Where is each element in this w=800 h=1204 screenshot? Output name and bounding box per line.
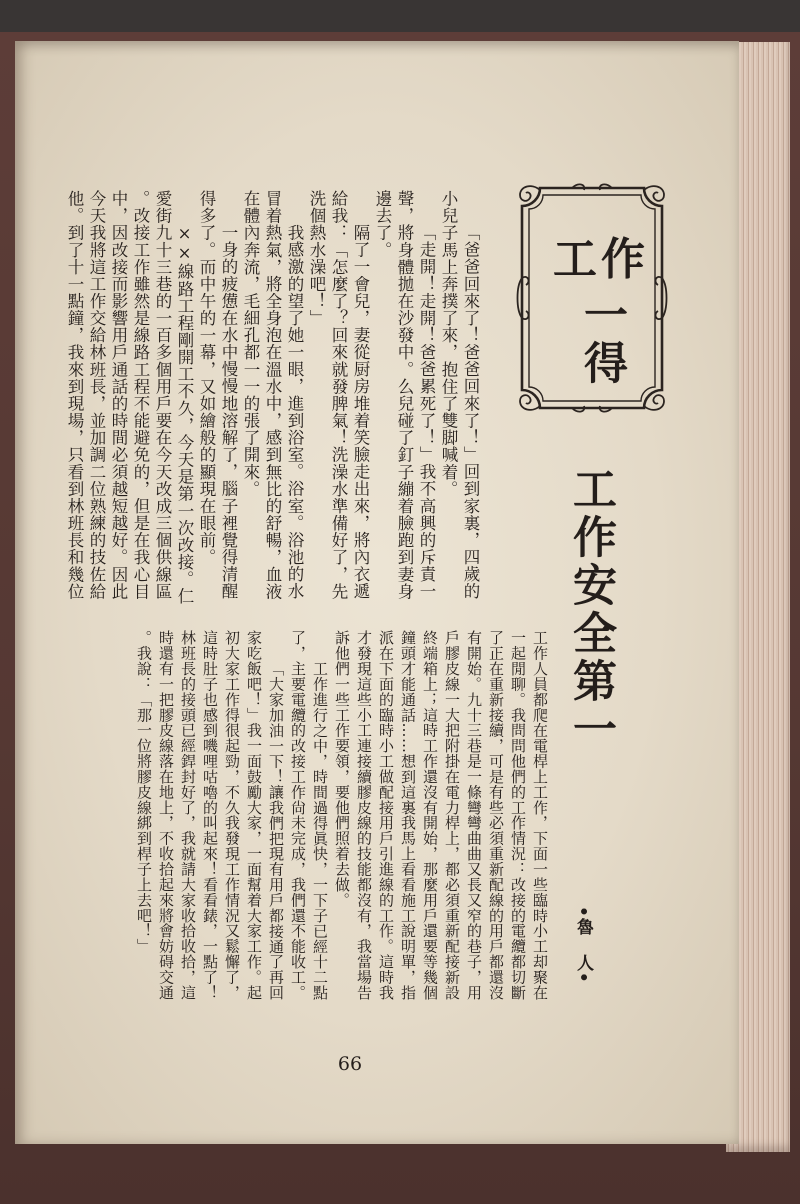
text-column: 他。到了十一點鐘，我來到現場，只看到林班長和幾位 bbox=[65, 190, 84, 600]
text-column: 邊去了。 bbox=[373, 190, 392, 259]
text-column: 有開始。九十三巷是一條彎彎曲曲又長又窄的巷子，用 bbox=[465, 630, 483, 1001]
text-column: 得多了。而中午的一幕，又如繪般的顯現在眼前。 bbox=[197, 190, 216, 566]
text-column: 洗個熱水澡吧！」 bbox=[307, 190, 326, 327]
heading-box-bottom-text: 一得 bbox=[576, 292, 627, 388]
text-column: 「爸爸回來了！爸爸回來了！」回到家裏，四歲的 bbox=[461, 224, 480, 600]
text-column: 一起閒聊。我問問他們的工作情況：改接的電纜都切斷 bbox=[509, 630, 527, 1001]
heading-box-top-text: 工作 bbox=[553, 234, 649, 285]
text-column: 愛街九十三巷的一百多個用戶要在今天改成三個供線區 bbox=[153, 190, 172, 600]
text-column: 「走開！走開！爸爸累死了！」我不高興的斥責一 bbox=[417, 224, 436, 600]
article-author: •魯 人• bbox=[573, 906, 593, 984]
text-column: 戶膠皮線一大把附掛在電力桿上，都必須重新配接新設 bbox=[443, 630, 461, 1001]
text-column: 給我：「怎麼了？回來就發脾氣！洗澡水準備好了，先 bbox=[329, 190, 348, 600]
text-column: 隔了一會兒，妻從厨房堆着笑臉走出來，將內衣遞 bbox=[351, 224, 370, 600]
text-column: 我感激的望了她一眼，進到浴室。浴室。浴池的水 bbox=[285, 224, 304, 600]
text-column: 。我說：「那一位將膠皮線綁到桿子上去吧！」 bbox=[135, 630, 153, 954]
text-column: 。改接工作雖然是線路工程不能避免的，但是在我心目 bbox=[131, 190, 150, 600]
text-column: 了正在重新接續，可是有些必須重新配線的用戶都還沒 bbox=[487, 630, 505, 1001]
text-column: 訴他們一些工作要領，要他們照着去做。 bbox=[333, 630, 351, 908]
text-column: 林班長的接頭已經銲封好了，我就請大家收拾收拾，這 bbox=[179, 630, 197, 1001]
text-column: 小兒子馬上奔撲了來，抱住了雙脚喊着。 bbox=[439, 190, 458, 498]
lower-text-block bbox=[133, 630, 551, 1000]
text-column: 終端箱上；這時工作還沒有開始，那麼用戶還要等幾個 bbox=[421, 630, 439, 1001]
text-column: ××線路工程剛開工不久，今天是第一次改接。仁 bbox=[175, 224, 194, 605]
text-column: 工作進行之中，時間過得眞快，一下子已經十二點 bbox=[311, 661, 329, 1001]
text-column: 家吃飯吧！」我一面鼓勵大家，一面幫着大家工作。起 bbox=[245, 630, 263, 1001]
text-column: 「大家加油一下！讓我們把現有用戶都接通了再回 bbox=[267, 661, 285, 1001]
text-column: 中，因改接而影響用戶通話的時間必須越短越好。因此 bbox=[109, 190, 128, 600]
text-column: 今天我將這工作交給林班長，並加調二位熟練的技佐給 bbox=[87, 190, 106, 600]
text-column: 派在下面的臨時小工做配接用戶引進線的工作。這時我 bbox=[377, 630, 395, 1001]
article-title: 工作安全第一 bbox=[565, 466, 616, 754]
text-column: 冒着熱氣，將全身泡在溫水中，感到無比的舒暢，血液 bbox=[263, 190, 282, 600]
text-column: 工作人員都爬在電桿上工作，下面一些臨時小工却聚在 bbox=[531, 630, 549, 1001]
text-column: 初大家工作得很起勁，不久我發現工作情況又鬆懈了， bbox=[223, 630, 241, 1001]
text-column: 了，主要電纜的改接工作尙未完成，我們還不能收工。 bbox=[289, 630, 307, 1001]
text-column: 時還有一把膠皮線落在地上，不收拾起來將會妨碍交通 bbox=[157, 630, 175, 1001]
text-column: 在體內奔流，毛細孔都一一的張了開來。 bbox=[241, 190, 260, 498]
upper-text-block bbox=[63, 190, 481, 605]
text-column: 聲，將身體拋在沙發中。么兒碰了釘子繃着臉跑到妻身 bbox=[395, 190, 414, 600]
text-column: 鐘頭才能通話……想到這裏我馬上看看施工說明單，指 bbox=[399, 630, 417, 1001]
text-column: 才發現這些小工連接續膠皮線的技能都沒有，我當場告 bbox=[355, 630, 373, 1001]
text-column: 這時肚子也感到嘰哩咕嚕的叫起來！看看錶，一點了！ bbox=[201, 630, 219, 1001]
text-column: 一身的疲憊在水中慢慢地溶解了，腦子裡覺得清醒 bbox=[219, 224, 238, 600]
page-number: 66 bbox=[337, 1053, 363, 1075]
